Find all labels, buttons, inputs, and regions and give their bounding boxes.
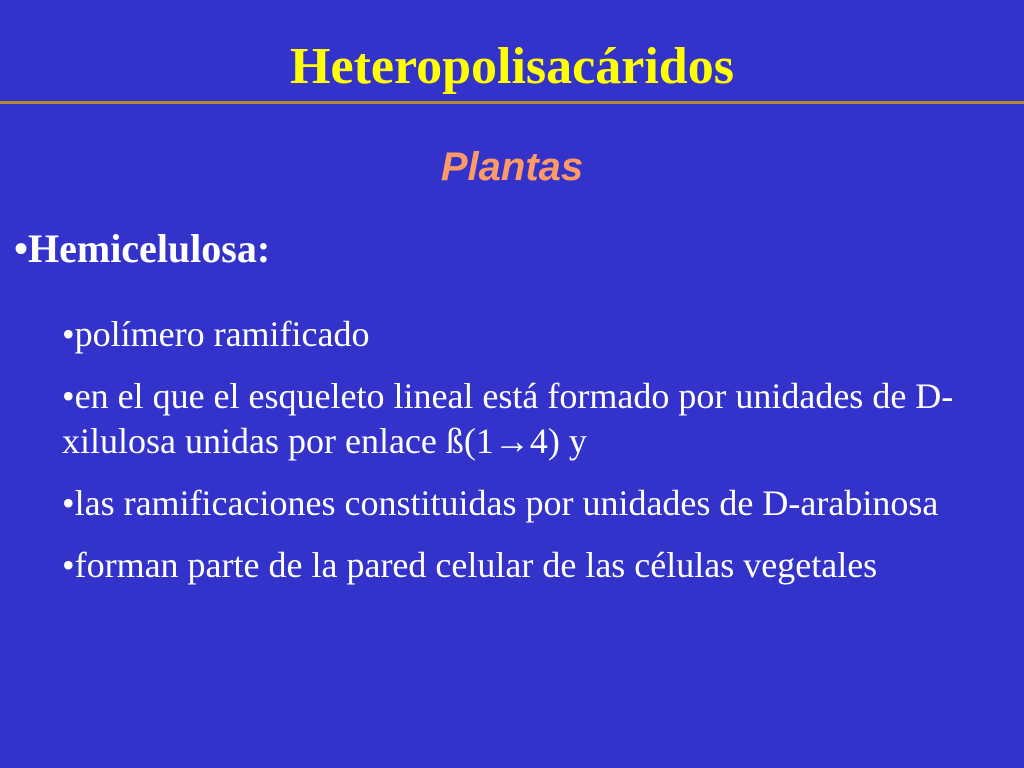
slide-subtitle: Plantas xyxy=(440,145,584,189)
bullet-list xyxy=(62,312,1012,605)
section-heading: •Hemicelulosa: xyxy=(14,226,271,271)
bullet-item: •en el que el esqueleto lineal está formado por unidades de D-xilulosa unidas por enlace ß(1→4) y xyxy=(62,376,954,461)
bullet-item: •forman parte de la pared celular de las células vegetales xyxy=(62,545,878,585)
title-divider xyxy=(0,101,1024,104)
bullet-item: •las ramificaciones constituidas por unidades de D-arabinosa xyxy=(62,483,939,523)
bullet-item: •polímero ramificado xyxy=(62,314,370,354)
slide-title: Heteropolisacáridos xyxy=(290,38,734,95)
